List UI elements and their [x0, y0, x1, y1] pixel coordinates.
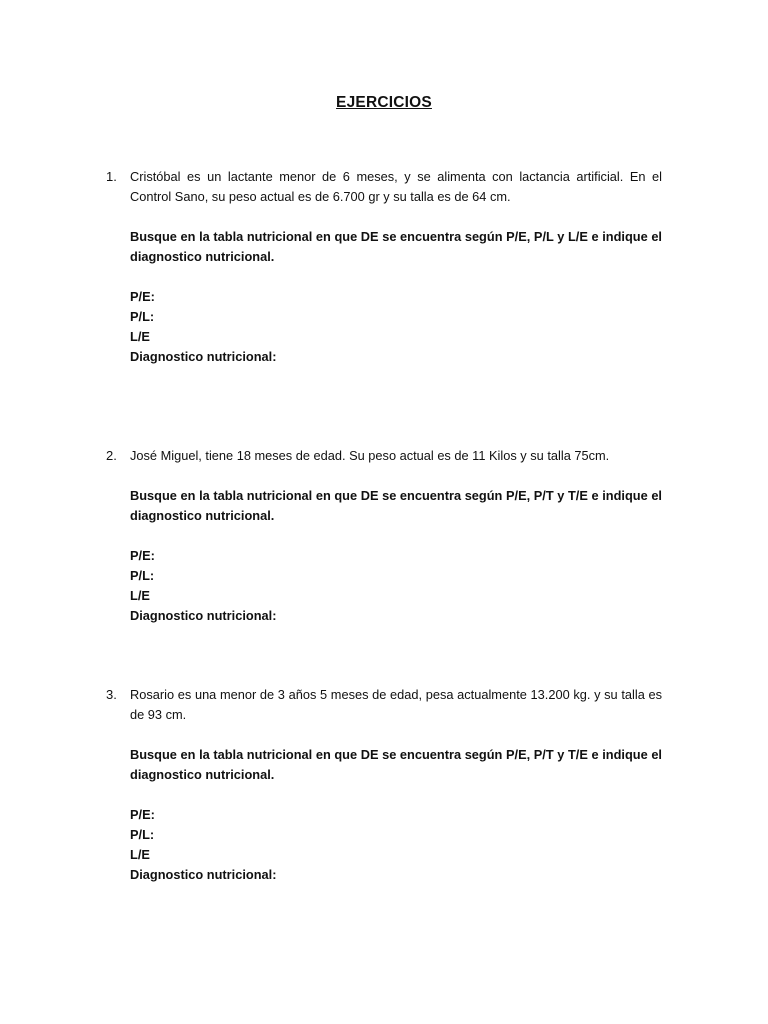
- exercise-statement: Rosario es una menor de 3 años 5 meses de edad, pesa actualmente 13.200 kg. y su talla es de 93 cm.: [130, 687, 662, 722]
- exercise-statement-row: [106, 167, 662, 207]
- exercise-number: 1.: [106, 169, 117, 184]
- exercise-1: [106, 167, 662, 367]
- exercise-instruction: Busque en la tabla nutricional en que DE se encuentra según P/E, P/L y L/E e indique el diagnostico nutricional.: [130, 229, 662, 264]
- field-pl: P/L:: [130, 309, 155, 324]
- document-title: EJERCICIOS: [336, 94, 432, 111]
- field-pe: P/E:: [130, 289, 155, 304]
- exercise-3: [106, 685, 662, 885]
- exercise-instruction: Busque en la tabla nutricional en que DE se encuentra según P/E, P/T y T/E e indique el diagnostico nutricional.: [130, 747, 662, 782]
- field-diagnosis: Diagnostico nutricional:: [130, 608, 277, 623]
- exercise-statement-row: [106, 685, 662, 725]
- exercise-statement: Cristóbal es un lactante menor de 6 meses, y se alimenta con lactancia artificial. En el Control Sano, su peso actual es de 6.700 gr y su talla es de 64 cm.: [130, 169, 662, 204]
- field-pe: P/E:: [130, 807, 155, 822]
- exercise-2: [106, 446, 662, 626]
- exercise-statement: José Miguel, tiene 18 meses de edad. Su peso actual es de 11 Kilos y su talla 75cm.: [130, 448, 610, 463]
- exercise-statement-row: [106, 446, 662, 466]
- field-le: L/E: [130, 588, 150, 603]
- exercise-number: 3.: [106, 687, 117, 702]
- field-diagnosis: Diagnostico nutricional:: [130, 349, 277, 364]
- field-pl: P/L:: [130, 827, 155, 842]
- answer-fields: [130, 805, 662, 885]
- answer-fields: [130, 287, 662, 367]
- answer-fields: [130, 546, 662, 626]
- field-diagnosis: Diagnostico nutricional:: [130, 867, 277, 882]
- field-pl: P/L:: [130, 568, 155, 583]
- exercise-number: 2.: [106, 448, 117, 463]
- exercise-instruction: Busque en la tabla nutricional en que DE se encuentra según P/E, P/T y T/E e indique el diagnostico nutricional.: [130, 488, 662, 523]
- field-le: L/E: [130, 329, 150, 344]
- field-pe: P/E:: [130, 548, 155, 563]
- field-le: L/E: [130, 847, 150, 862]
